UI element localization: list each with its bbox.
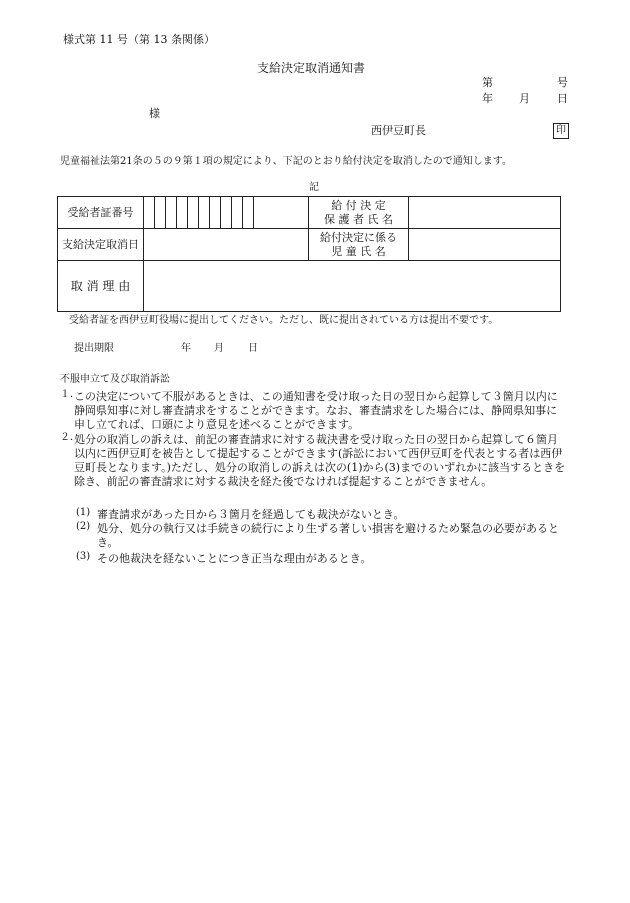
- child-label: [309, 229, 409, 261]
- addressee-suffix: 様: [149, 107, 160, 120]
- cert-digit-cell[interactable]: [210, 197, 221, 229]
- cancel-date-value[interactable]: [144, 229, 309, 261]
- number-suffix: 号: [557, 76, 568, 89]
- appeal-item1-number: １．: [60, 389, 80, 400]
- cert-digit-cell[interactable]: [221, 197, 232, 229]
- issuer: 西伊豆町長: [371, 124, 426, 137]
- cert-digit-cell[interactable]: [177, 197, 188, 229]
- deadline-day: 日: [248, 343, 258, 354]
- notice-table: [57, 196, 561, 312]
- guardian-label-line2: 保 護 者 氏 名: [324, 212, 393, 226]
- appeal-heading: 不服申立て及び取消訴訟: [60, 374, 170, 385]
- document-title: 支給決定取消通知書: [257, 61, 366, 75]
- deadline-label: 提出期限: [74, 343, 114, 354]
- cert-digit-cell[interactable]: [144, 197, 155, 229]
- ki-marker: 記: [309, 182, 319, 193]
- date-day: 日: [557, 92, 568, 105]
- cert-digit-cell[interactable]: [199, 197, 210, 229]
- cert-digit-cell[interactable]: [166, 197, 177, 229]
- table-row: [58, 261, 561, 312]
- cert-digit-cell[interactable]: [155, 197, 166, 229]
- appeal-sub3-number: (3): [76, 551, 91, 562]
- appeal-sub2-number: (2): [76, 521, 91, 532]
- date-month: 月: [519, 92, 530, 105]
- cert-blank-cell: [254, 197, 309, 229]
- cert-digit-cell[interactable]: [243, 197, 254, 229]
- recipient-cert-label: 受給者証番号: [58, 197, 144, 229]
- appeal-sub2-text: 処分、処分の執行又は手続きの続行により生ずる著しい損害を避けるため緊急の必要があるとき。: [97, 522, 559, 549]
- guardian-label-line1: 給 付 決 定: [331, 198, 386, 212]
- number-prefix: 第: [482, 76, 493, 89]
- cancel-date-label: 支給決定取消日: [58, 229, 144, 261]
- reason-value[interactable]: [144, 261, 561, 312]
- appeal-item2-text: 処分の取消しの訴えは、前記の審査請求に対する裁決書を受け取った日の翌日から起算して６箇月以内に西伊豆町を被告として提起することができます(訴訟において西伊豆町を代表とする者は西伊豆町長となります。)ただし、処分の取消しの訴えは次の(1)から(3)までのいずれかに該当するときを除き、前記の審査請求に対する裁決を経た後でなければ提起することができません。: [74, 433, 566, 488]
- guardian-label: [309, 197, 409, 229]
- submission-note: 受給者証を西伊豆町役場に提出してください。ただし、既に提出されている方は提出不要です。: [69, 315, 499, 326]
- intro-text: 児童福祉法第21条の５の９第１項の規定により、下記のとおり給付決定を取消したので通知します。: [60, 156, 512, 167]
- date-year: 年: [482, 92, 493, 105]
- guardian-name-value[interactable]: [409, 197, 561, 229]
- child-name-value[interactable]: [409, 229, 561, 261]
- cert-digit-cell[interactable]: [188, 197, 199, 229]
- reason-label: 取 消 理 由: [58, 261, 144, 312]
- cert-digit-cell[interactable]: [232, 197, 243, 229]
- deadline-month: 月: [214, 343, 224, 354]
- appeal-sub1-text: 審査請求があった日から３箇月を経過しても裁決がないとき。: [97, 508, 405, 521]
- appeal-item1-text: この決定について不服があるときは、この通知書を受け取った日の翌日から起算して３箇月以内に静岡県知事に対し審査請求をすることができます。なお、審査請求をした場合には、静岡県知事に申し立てれば、口頭により意見を述べることができます。: [74, 390, 558, 431]
- child-label-line1: 給付決定に係る: [320, 230, 397, 244]
- table-row: [58, 197, 561, 229]
- form-number: 様式第 11 号（第 13 条関係）: [63, 33, 215, 46]
- seal-stamp: 印: [553, 123, 569, 139]
- appeal-sub3-text: その他裁決を経ないことにつき正当な理由があるとき。: [97, 552, 372, 565]
- deadline-year: 年: [181, 343, 191, 354]
- table-row: [58, 229, 561, 261]
- child-label-line2: 児 童 氏 名: [331, 244, 386, 258]
- appeal-sub1-number: (1): [76, 507, 91, 518]
- appeal-item2-number: ２．: [60, 432, 80, 443]
